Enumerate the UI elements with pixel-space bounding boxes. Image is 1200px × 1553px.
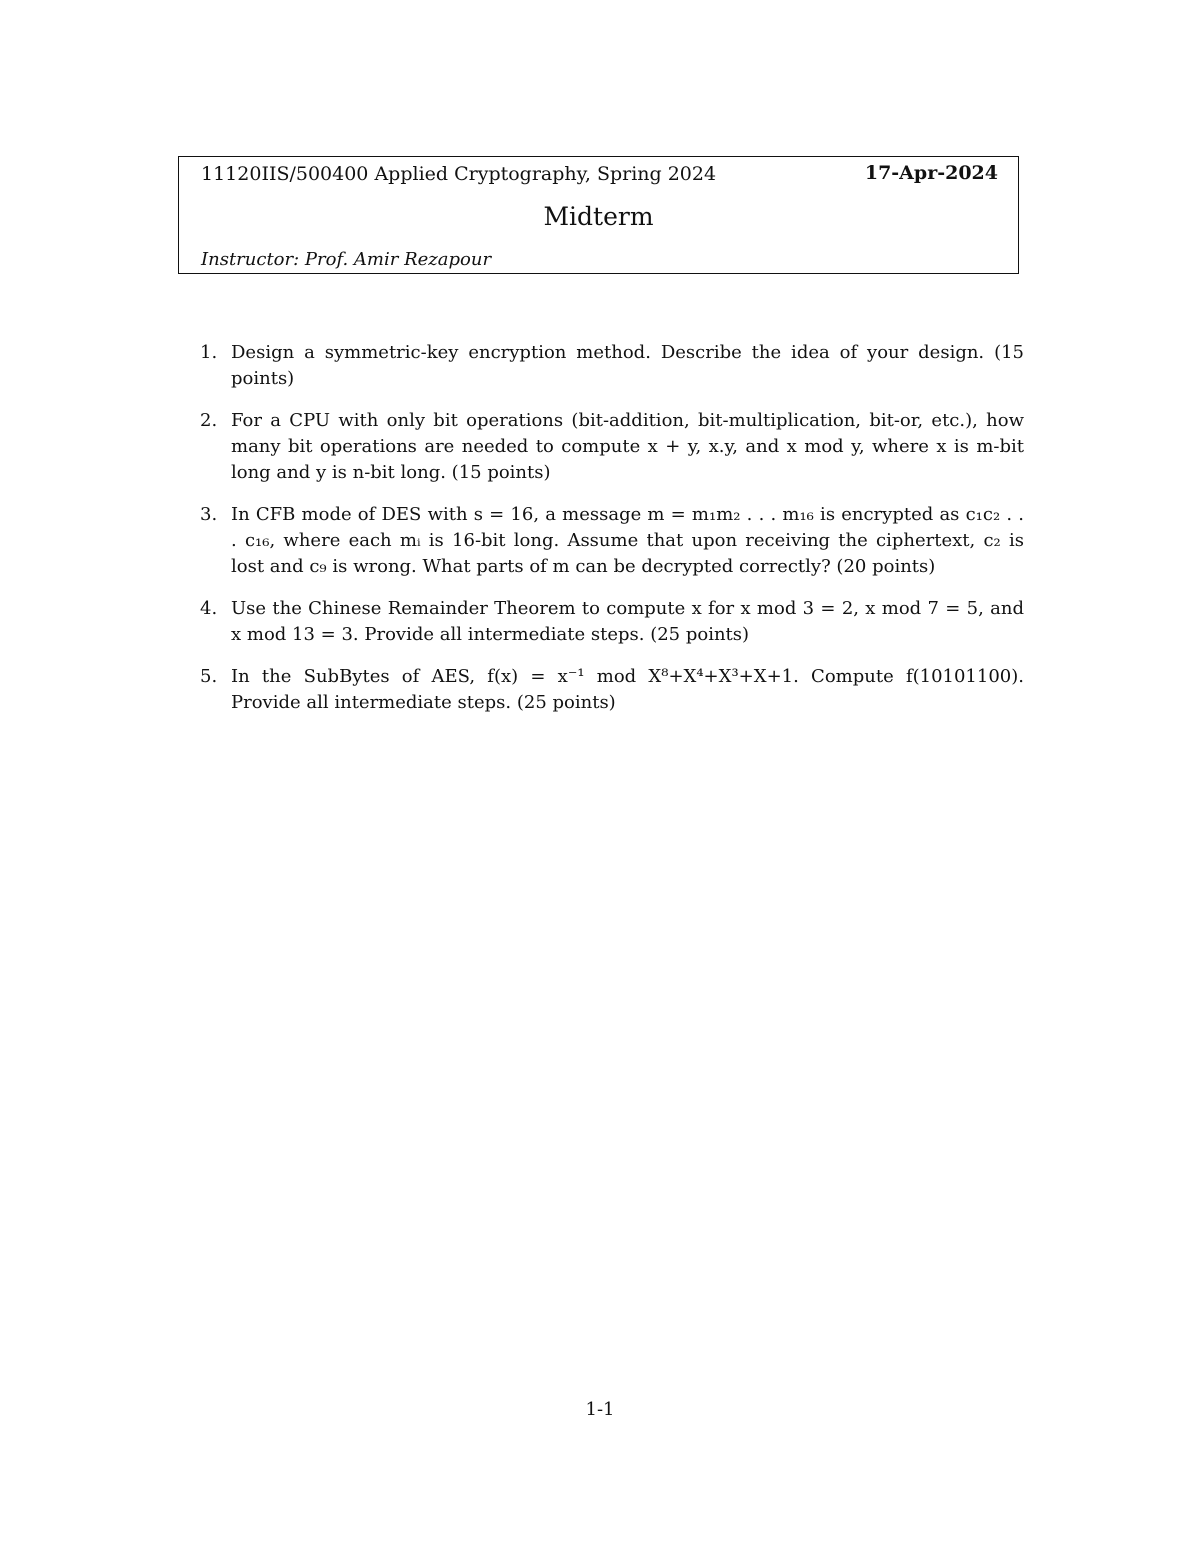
question-number: 2. <box>200 410 218 431</box>
question-text: Design a symmetric-key encryption method. Describe the idea of your design. (15 points) <box>231 342 1024 389</box>
question-text: For a CPU with only bit operations (bit-addition, bit-multiplication, bit-or, etc.), how many bit operations are needed to compute x + y, x.y, and x mod y, where x is m-bit long and y is n-bit long. (15 points) <box>231 410 1024 483</box>
exam-header <box>178 156 1019 274</box>
course-title: 11120IIS/500400 Applied Cryptography, Spring 2024 <box>201 163 717 185</box>
question-number: 1. <box>200 342 218 363</box>
question-number: 3. <box>200 504 218 525</box>
question-list <box>200 340 1024 732</box>
question-text: Use the Chinese Remainder Theorem to compute x for x mod 3 = 2, x mod 7 = 5, and x mod 13 = 3. Provide all intermediate steps. (25 points) <box>231 598 1024 645</box>
question-4 <box>200 596 1024 648</box>
exam-date: 17-Apr-2024 <box>864 162 998 184</box>
page-title: Midterm <box>543 202 654 231</box>
question-5 <box>200 664 1024 716</box>
question-3 <box>200 502 1024 580</box>
page-number: 1-1 <box>585 1399 615 1420</box>
question-text: In the SubBytes of AES, f(x) = x⁻¹ mod X⁸+X⁴+X³+X+1. Compute f(10101100). Provide all intermediate steps. (25 points) <box>231 666 1024 713</box>
question-number: 5. <box>200 666 218 687</box>
question-number: 4. <box>200 598 218 619</box>
question-text: In CFB mode of DES with s = 16, a message m = m₁m₂ . . . m₁₆ is encrypted as c₁c₂ . . . c₁₆, where each mᵢ is 16-bit long. Assume that upon receiving the ciphertext, c₂ is lost and c₉ is wrong. What parts of m can be decrypted correctly? (20 points) <box>231 504 1024 577</box>
instructor-name: Instructor: Prof. Amir Rezapour <box>201 249 492 270</box>
question-1 <box>200 340 1024 392</box>
question-2 <box>200 408 1024 486</box>
